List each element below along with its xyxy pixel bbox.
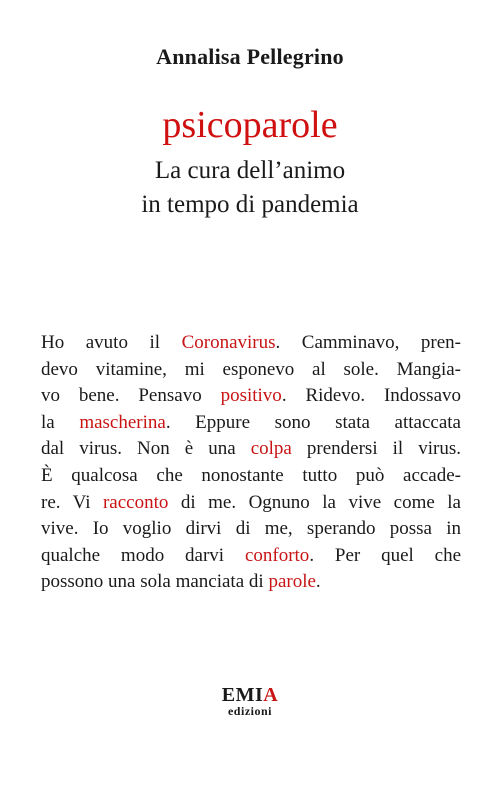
logo-text-main: EMI (221, 684, 264, 706)
blurb-highlight-word: mascherina (79, 411, 166, 433)
publisher-logo-subtext: edizioni (227, 704, 272, 718)
subtitle-line-1: La cura dell’animo (154, 157, 346, 184)
publisher-logo-mark (0, 685, 500, 705)
blurb-text-segment: vo bene. Pensavo (41, 385, 221, 407)
blurb-highlight-word: Coronavirus (181, 332, 276, 353)
blurb-line (41, 543, 461, 570)
book-title: psicoparole (162, 104, 338, 146)
blurb-line (41, 569, 461, 596)
blurb-line (41, 357, 461, 384)
blurb-text-segment: possono una sola manciata di (41, 571, 269, 593)
blurb-text (41, 330, 461, 596)
blurb-highlight-word: racconto (102, 491, 169, 513)
blurb-line (41, 436, 461, 463)
subtitle-line-2: in tempo di pandemia (141, 191, 359, 218)
blurb-line (41, 383, 461, 410)
blurb-line (41, 330, 461, 357)
blurb-text-segment: Ho avuto il (41, 332, 182, 353)
book-subtitle (0, 154, 500, 222)
blurb-text-segment: È qualcosa che nonostante tutto può accade- (41, 464, 461, 486)
blurb-text-segment: . Eppure sono stata attaccata (165, 411, 461, 433)
blurb-text-segment: la (41, 411, 80, 433)
blurb-text-segment: qualche modo darvi (41, 544, 245, 566)
logo-text-accent: A (263, 684, 279, 706)
blurb-line (41, 516, 461, 543)
author-name: Annalisa Pellegrino (156, 44, 344, 69)
blurb-text-segment: . (315, 571, 321, 593)
blurb-text-segment: . Camminavo, pren- (275, 332, 462, 353)
blurb-text-segment: vive. Io voglio dirvi di me, sperando possa in (41, 518, 461, 540)
blurb-text-segment: re. Vi (41, 491, 103, 513)
blurb-highlight-word: conforto (244, 544, 310, 566)
blurb-text-segment: di me. Ognuno la vive come la (168, 491, 461, 513)
blurb-highlight-word: positivo (220, 385, 282, 407)
publisher-logo (0, 685, 500, 717)
blurb-highlight-word: parole (268, 571, 316, 593)
blurb-line (41, 463, 461, 490)
blurb-text-segment: dal virus. Non è una (41, 438, 251, 460)
blurb-text-segment: . Per quel che (309, 544, 461, 566)
blurb-text-segment: prendersi il virus. (291, 438, 461, 460)
blurb-highlight-word: colpa (250, 438, 292, 460)
blurb-text-segment: devo vitamine, mi esponevo al sole. Mangia- (41, 358, 461, 380)
blurb-line (41, 410, 461, 437)
blurb-text-segment: . Ridevo. Indossavo (281, 385, 461, 407)
blurb-line (41, 490, 461, 517)
